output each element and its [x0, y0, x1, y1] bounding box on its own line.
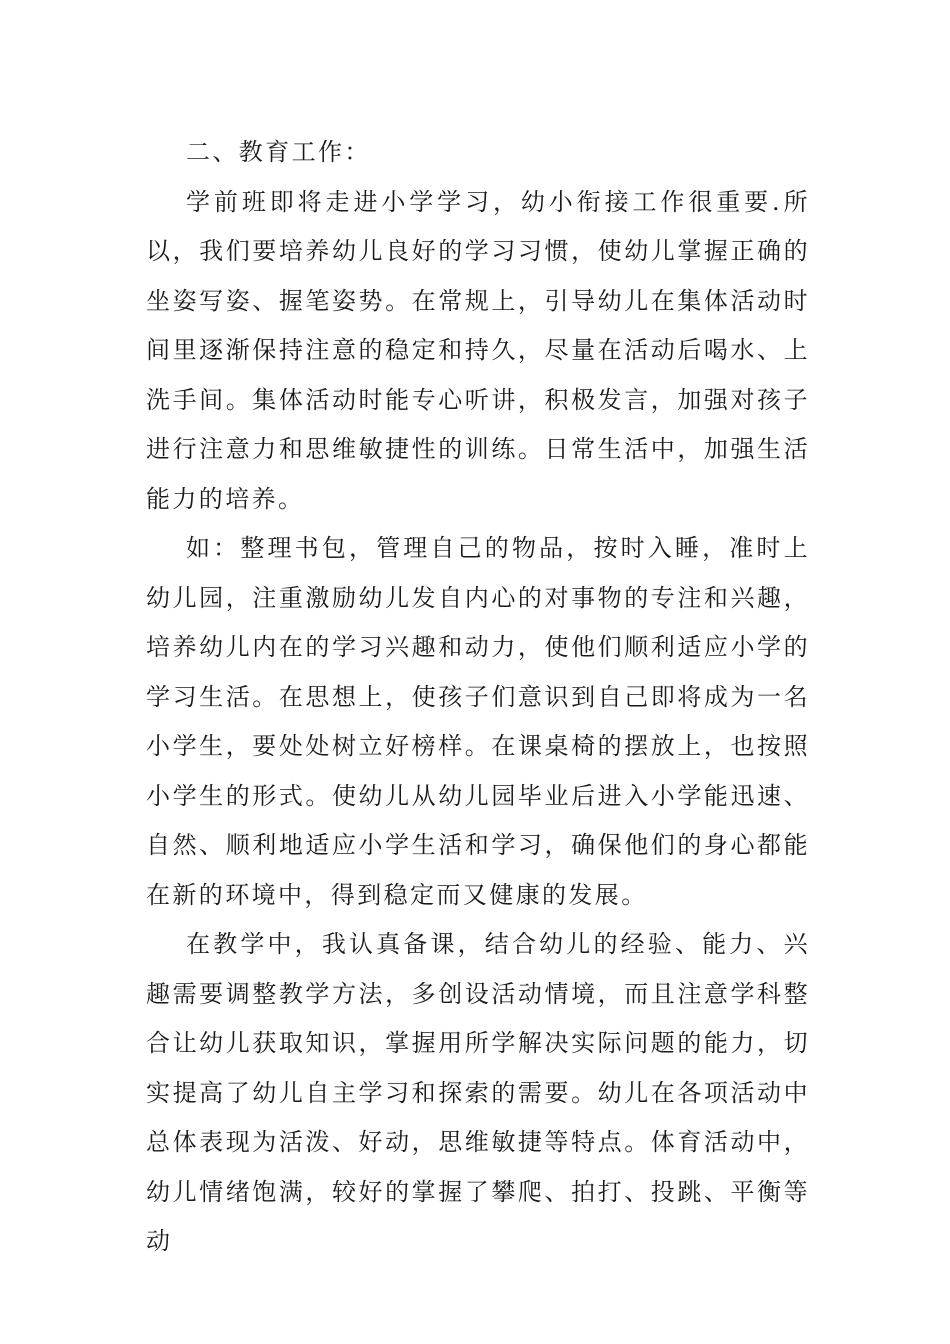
document-body	[146, 128, 810, 1267]
paragraph: 如：整理书包，管理自己的物品，按时入睡，准时上幼儿园，注重激励幼儿发自内心的对事物的专注和兴趣，培养幼儿内在的学习兴趣和动力，使他们顺利适应小学的学习生活。在思想上，使孩子们意识到自己即将成为一名小学生，要处处树立好榜样。在课桌椅的摆放上，也按照小学生的形式。使幼儿从幼儿园毕业后进入小学能迅速、自然、顺利地适应小学生活和学习，确保他们的身心都能在新的环境中，得到稳定而又健康的发展。	[146, 534, 810, 909]
section-heading: 二、教育工作：	[186, 138, 371, 166]
paragraph: 在教学中，我认真备课，结合幼儿的经验、能力、兴趣需要调整教学方法，多创设活动情境，而且注意学科整合让幼儿获取知识，掌握用所学解决实际问题的能力，切实提高了幼儿自主学习和探索的需要。幼儿在各项活动中总体表现为活泼、好动，思维敏捷等特点。体育活动中，幼儿情绪饱满，较好的掌握了攀爬、拍打、投跳、平衡等动	[146, 930, 810, 1255]
paragraph: 学前班即将走进小学学习，幼小衔接工作很重要.所以，我们要培养幼儿良好的学习习惯，使幼儿掌握正确的坐姿写姿、握笔姿势。在常规上，引导幼儿在集体活动时间里逐渐保持注意的稳定和持久，尽量在活动后喝水、上洗手间。集体活动时能专心听讲，积极发言，加强对孩子进行注意力和思维敏捷性的训练。日常生活中，加强生活能力的培养。	[146, 187, 810, 513]
